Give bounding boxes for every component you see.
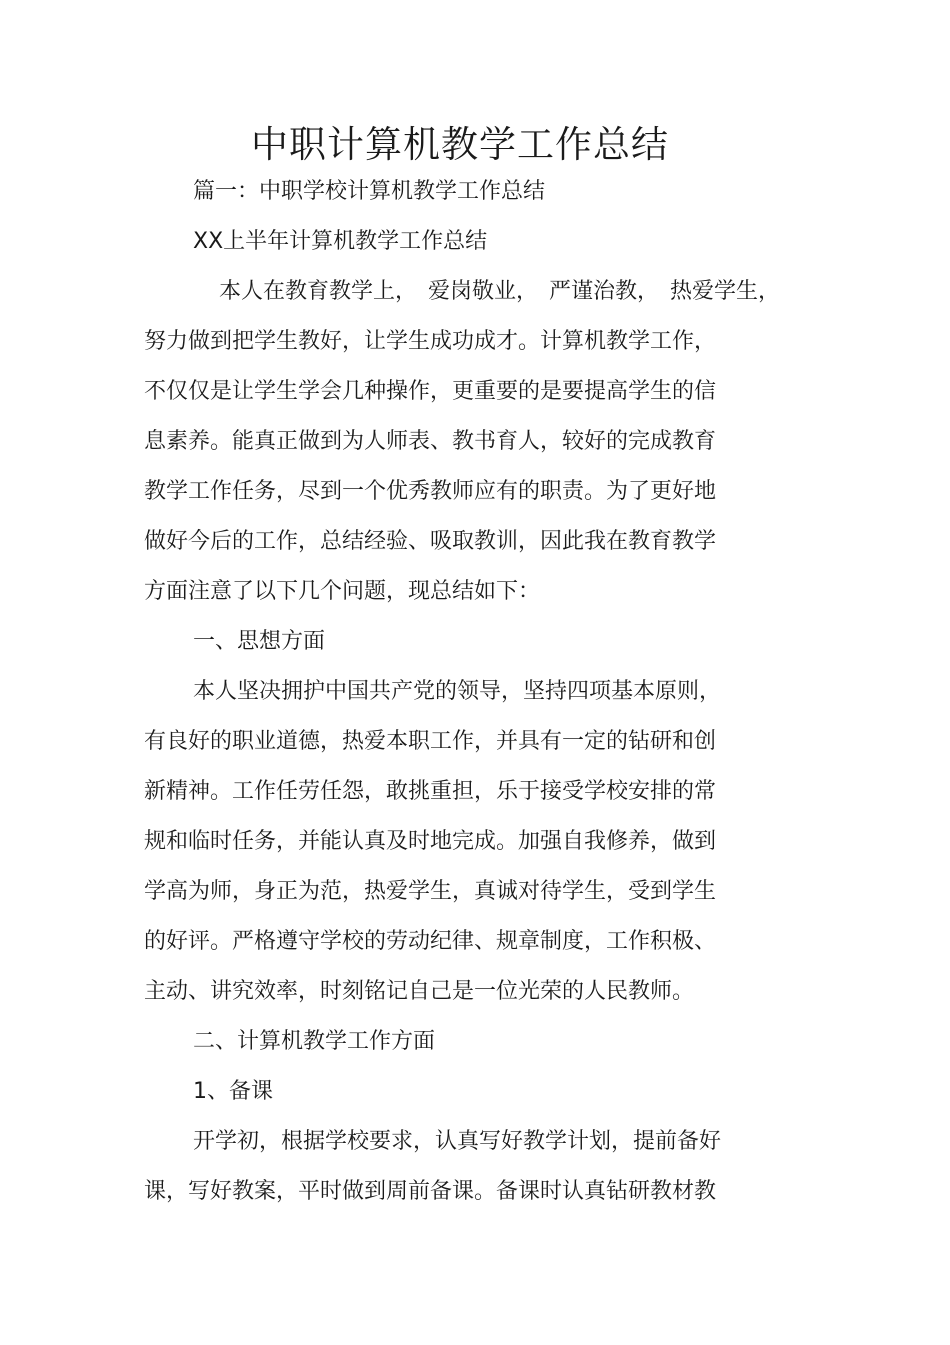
paragraph-line: 息素养。能真正做到为人师表、教书育人，较好的完成教育 <box>144 429 717 454</box>
section-heading-teaching: 二、计算机教学工作方面 <box>193 1029 436 1054</box>
paragraph-line: 新精神。工作任劳任怨，敢挑重担，乐于接受学校安排的常 <box>144 779 717 804</box>
paragraph-line: 方面注意了以下几个问题，现总结如下： <box>144 579 541 604</box>
paragraph-line: 主动、讲究效率，时刻铭记自己是一位光荣的人民教师。 <box>144 979 695 1004</box>
paragraph-line: 课，写好教案，平时做到周前备课。备课时认真钻研教材教 <box>144 1179 717 1204</box>
paragraph-line: 学高为师，身正为范，热爱学生，真诚对待学生，受到学生 <box>144 879 717 904</box>
paragraph-line: 规和临时任务，并能认真及时地完成。加强自我修养，做到 <box>144 829 717 854</box>
paragraph-line: 开学初，根据学校要求，认真写好教学计划，提前备好 <box>193 1129 722 1154</box>
paragraph-line: 教学工作任务，尽到一个优秀教师应有的职责。为了更好地 <box>144 479 717 504</box>
paragraph-line: 的好评。严格遵守学校的劳动纪律、规章制度，工作积极、 <box>144 929 717 954</box>
paragraph-line: 努力做到把学生教好，让学生成功成才。计算机教学工作， <box>144 329 717 354</box>
document-title: 中职计算机教学工作总结 <box>251 123 669 166</box>
section-heading-part-one: 篇一：中职学校计算机教学工作总结 <box>193 179 546 204</box>
section-heading-ideology: 一、思想方面 <box>193 629 326 654</box>
paragraph-line: 不仅仅是让学生学会几种操作，更重要的是要提高学生的信 <box>144 379 717 404</box>
subsection-heading-lesson-prep: 1、备课 <box>193 1079 273 1104</box>
paragraph-line: 本人坚决拥护中国共产党的领导，坚持四项基本原则， <box>193 679 722 704</box>
paragraph-line: 做好今后的工作，总结经验、吸取教训，因此我在教育教学 <box>144 529 717 554</box>
paragraph-line: 有良好的职业道德，热爱本职工作，并具有一定的钻研和创 <box>144 729 717 754</box>
subtitle: XX上半年计算机教学工作总结 <box>193 229 488 254</box>
paragraph-line: 本人在教育教学上， 爱岗敬业， 严谨治教， 热爱学生， <box>219 279 781 304</box>
